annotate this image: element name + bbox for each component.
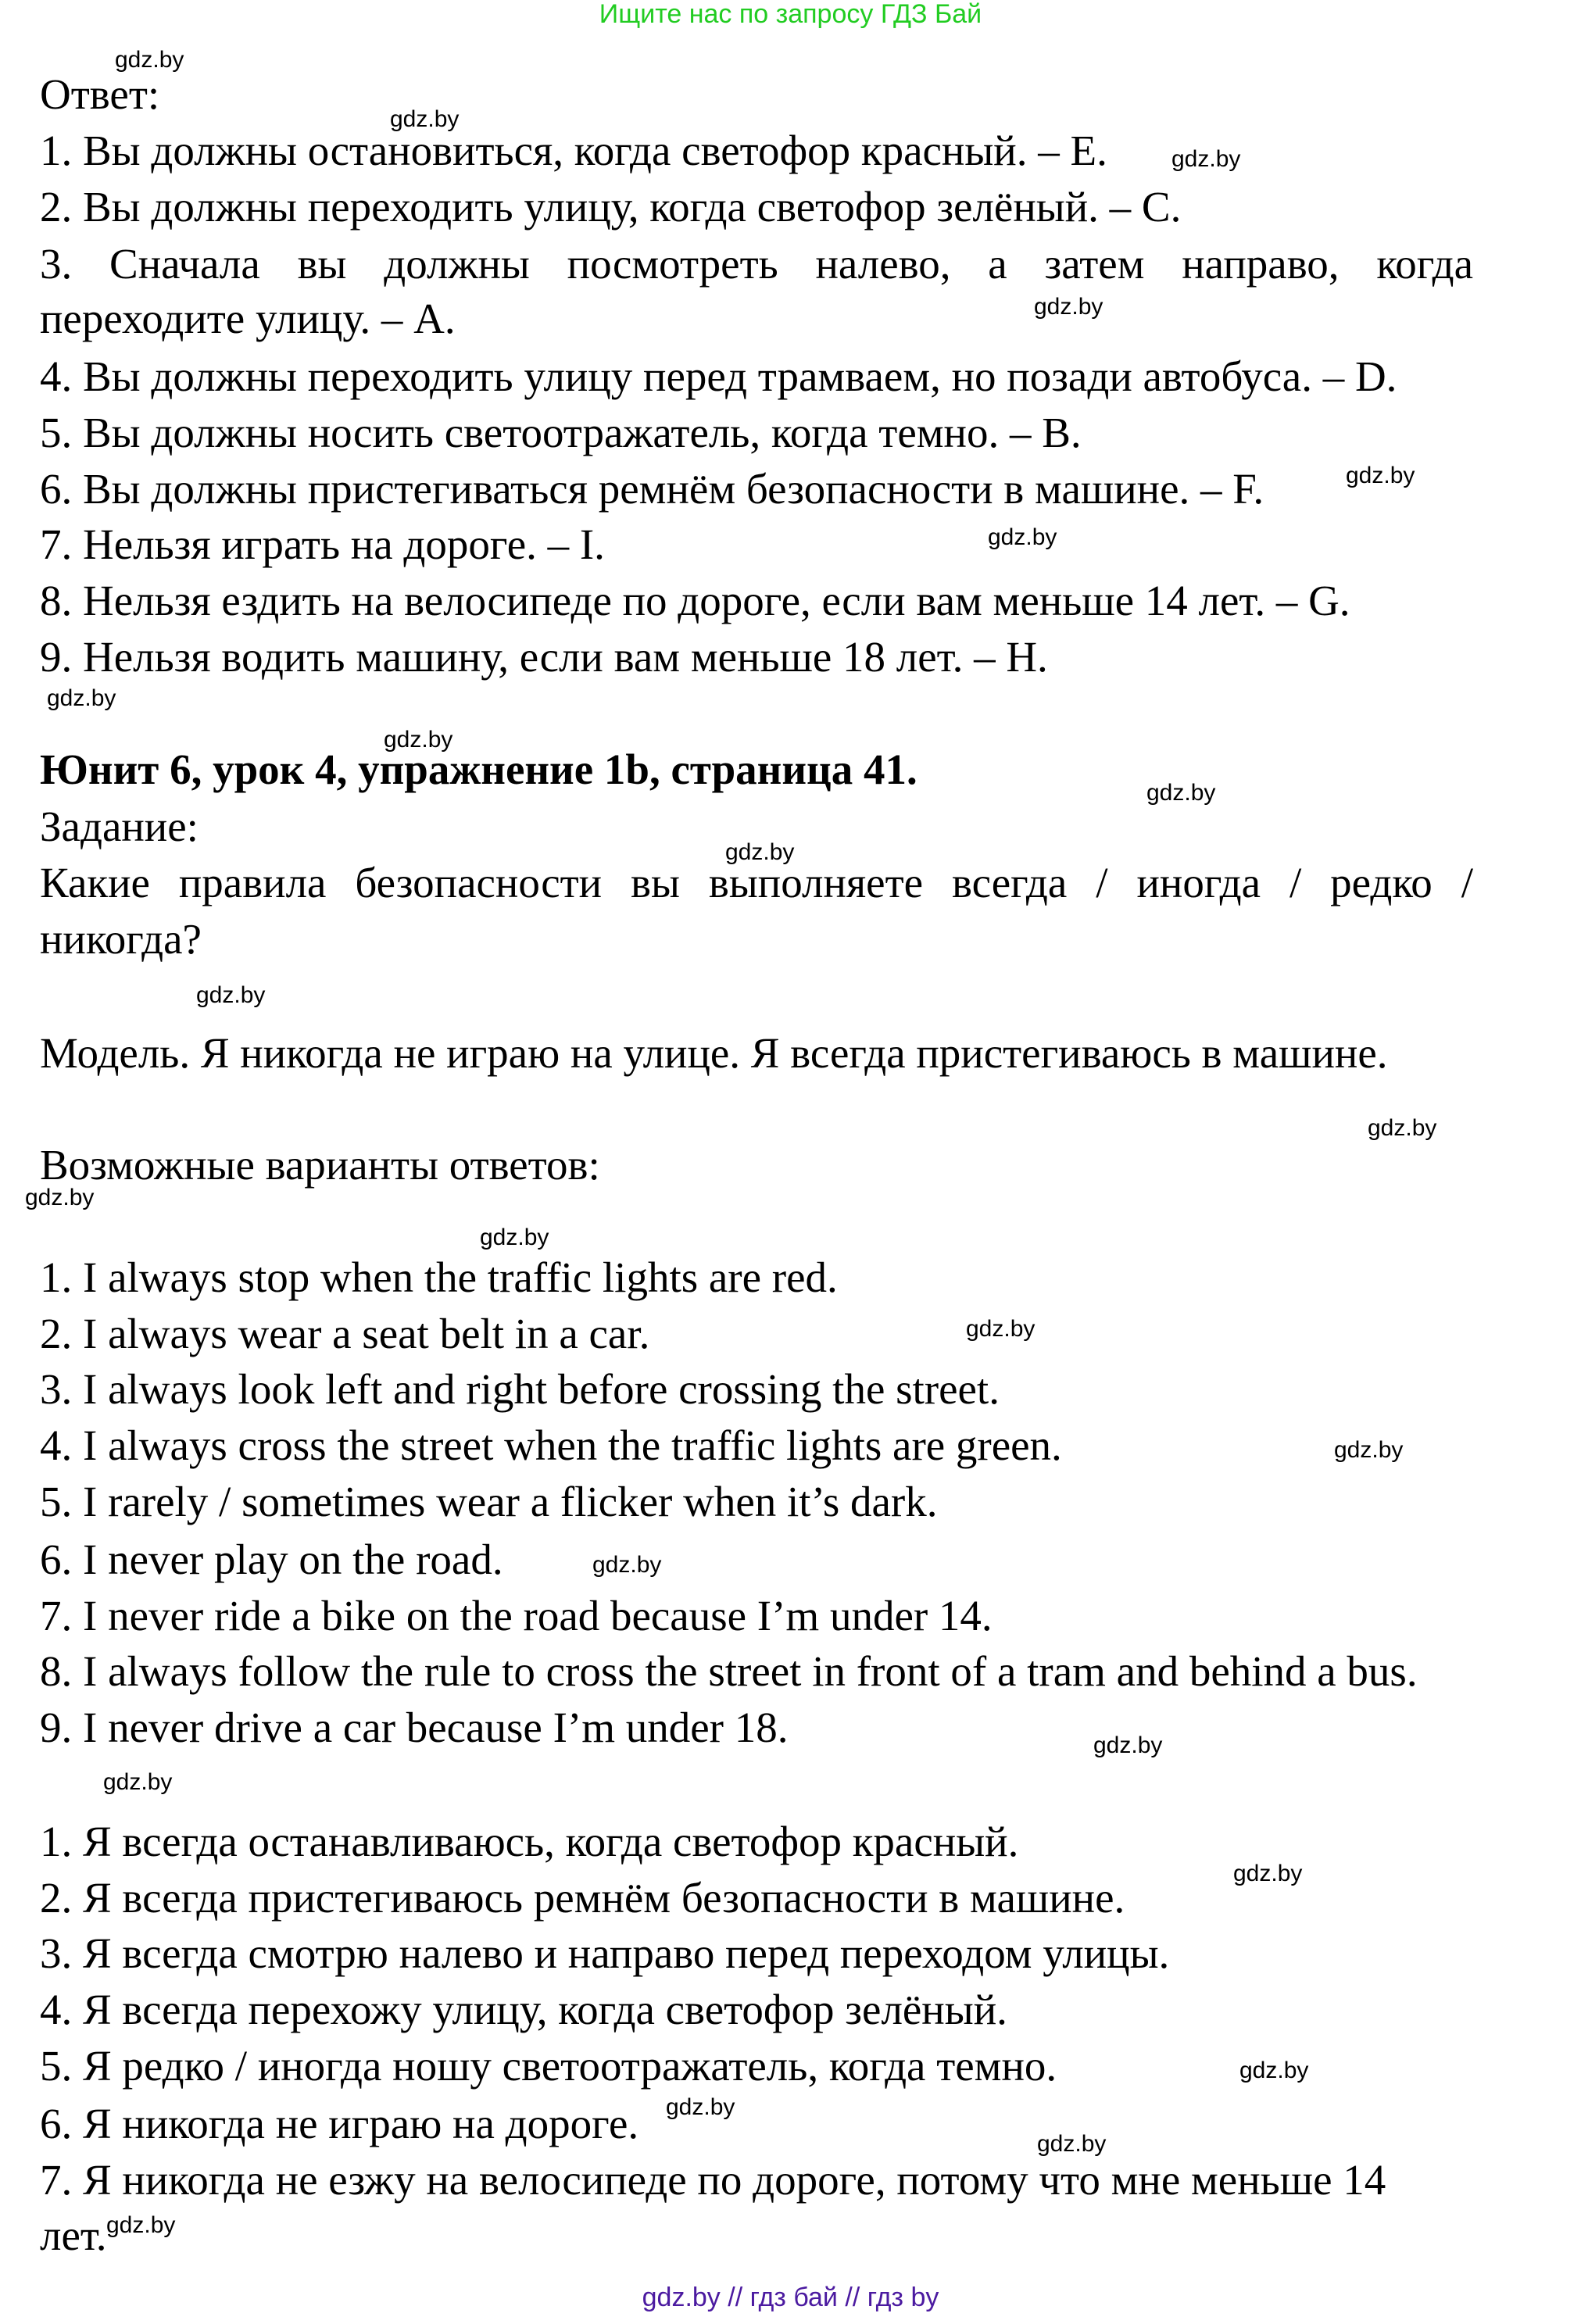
- watermark: gdz.by: [390, 106, 460, 132]
- task-line: никогда?: [40, 915, 202, 963]
- watermark: gdz.by: [1037, 2131, 1107, 2157]
- footer-links[interactable]: gdz.by // гдз бай // гдз by: [642, 2283, 939, 2312]
- english-line: 4. I always cross the street when the traffic lights are green.: [40, 1421, 1062, 1469]
- model-text: Модель. Я никогда не играю на улице. Я всегда пристегиваюсь в машине.: [40, 1029, 1388, 1077]
- watermark: gdz.by: [480, 1225, 549, 1250]
- answer-line: 5. Вы должны носить светоотражатель, когда темно. – B.: [40, 409, 1082, 456]
- english-line: 2. I always wear a seat belt in a car.: [40, 1310, 650, 1357]
- answer-line: 7. Нельзя играть на дороге. – I.: [40, 520, 605, 568]
- watermark: gdz.by: [47, 685, 116, 711]
- answer-line: 2. Вы должны переходить улицу, когда светофор зелёный. – C.: [40, 183, 1182, 231]
- watermark: gdz.by: [106, 2212, 176, 2238]
- watermark: gdz.by: [1034, 294, 1103, 320]
- answer-line: 6. Вы должны пристегиваться ремнём безопасности в машине. – F.: [40, 465, 1264, 513]
- answer-label: Ответ:: [40, 70, 160, 118]
- answer-line: переходите улицу. – A.: [40, 295, 456, 342]
- answer-line: 9. Нельзя водить машину, если вам меньше 18 лет. – H.: [40, 633, 1048, 681]
- watermark: gdz.by: [103, 1769, 173, 1795]
- answer-line: 1. Вы должны остановиться, когда светофор красный. – E.: [40, 127, 1107, 174]
- watermark: gdz.by: [384, 727, 453, 753]
- english-line: 9. I never drive a car because I’m under 18.: [40, 1704, 789, 1751]
- english-line: 5. I rarely / sometimes wear a flicker when it’s dark.: [40, 1478, 938, 1525]
- answer-line: 4. Вы должны переходить улицу перед трамваем, но позади автобуса. – D.: [40, 352, 1397, 400]
- watermark: gdz.by: [1334, 1437, 1404, 1463]
- russian-line: 6. Я никогда не играю на дороге.: [40, 2100, 639, 2147]
- english-line: 8. I always follow the rule to cross the street in front of a tram and behind a bus.: [40, 1647, 1418, 1695]
- russian-line: 7. Я никогда не езжу на велосипеде по дороге, потому что мне меньше 14: [40, 2156, 1386, 2204]
- answer-line: 8. Нельзя ездить на велосипеде по дороге, если вам меньше 14 лет. – G.: [40, 577, 1350, 624]
- watermark: gdz.by: [115, 47, 184, 73]
- watermark: gdz.by: [988, 524, 1057, 550]
- header-banner[interactable]: Ищите нас по запросу ГДЗ Бай: [599, 0, 982, 29]
- watermark: gdz.by: [1233, 1861, 1303, 1886]
- russian-line: 5. Я редко / иногда ношу светоотражатель, когда темно.: [40, 2042, 1057, 2090]
- watermark: gdz.by: [1239, 2058, 1309, 2083]
- english-line: 7. I never ride a bike on the road because I’m under 14.: [40, 1592, 993, 1639]
- watermark: gdz.by: [592, 1552, 662, 1578]
- russian-line: 4. Я всегда перехожу улицу, когда светофор зелёный.: [40, 1986, 1007, 2033]
- watermark: gdz.by: [666, 2094, 735, 2120]
- task-label: Задание:: [40, 803, 199, 850]
- task-line: Какие правила безопасности вы выполняете всегда / иногда / редко /: [40, 859, 1473, 906]
- english-line: 1. I always stop when the traffic lights are red.: [40, 1253, 838, 1301]
- answer-line: 3. Сначала вы должны посмотреть налево, а затем направо, когда: [40, 240, 1473, 288]
- section-heading: Юнит 6, урок 4, упражнение 1b, страница 41.: [40, 745, 917, 793]
- variants-label: Возможные варианты ответов:: [40, 1141, 600, 1189]
- russian-line: 2. Я всегда пристегиваюсь ремнём безопасности в машине.: [40, 1874, 1125, 1922]
- watermark: gdz.by: [196, 982, 266, 1008]
- watermark: gdz.by: [1093, 1732, 1163, 1758]
- watermark: gdz.by: [1171, 146, 1241, 172]
- english-line: 6. I never play on the road.: [40, 1536, 503, 1583]
- russian-line: 1. Я всегда останавливаюсь, когда светофор красный.: [40, 1818, 1019, 1865]
- watermark: gdz.by: [25, 1185, 95, 1210]
- watermark: gdz.by: [1368, 1115, 1437, 1141]
- english-line: 3. I always look left and right before crossing the street.: [40, 1365, 1000, 1413]
- watermark: gdz.by: [966, 1316, 1036, 1342]
- watermark: gdz.by: [1146, 780, 1216, 806]
- watermark: gdz.by: [725, 839, 795, 865]
- russian-line: лет.: [40, 2211, 107, 2259]
- watermark: gdz.by: [1346, 463, 1415, 488]
- russian-line: 3. Я всегда смотрю налево и направо перед переходом улицы.: [40, 1929, 1170, 1977]
